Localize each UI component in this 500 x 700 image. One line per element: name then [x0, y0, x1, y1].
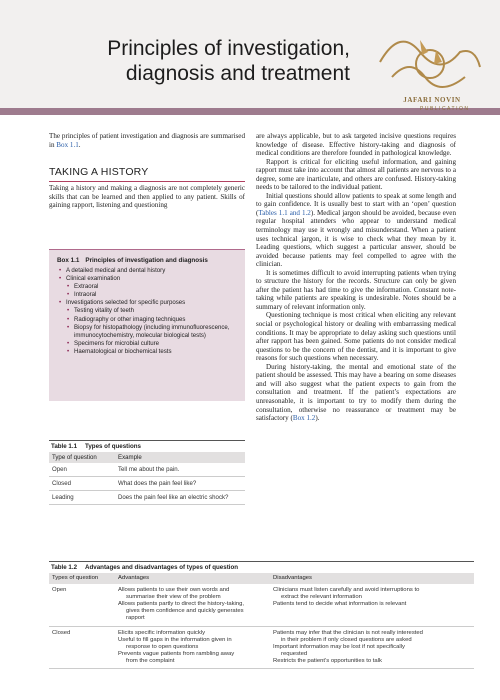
- cell-line: requested: [281, 650, 308, 657]
- table-cell: [115, 584, 270, 626]
- table-cell: Closed: [49, 626, 115, 668]
- paragraph-text: During history-taking, the mental and emotional state of the patient should be assessed. This may have a bearing on some diseases and will also suggest what the patient expects to gain from the consultation and treatment. If the patient’s expectations are unreasonable, it is important to try to modify them during the consultation, otherwise no reassurance or treatment may be satisfactory (: [256, 362, 456, 423]
- table-grid: [49, 573, 474, 669]
- cell-line: extract the relevant information: [281, 594, 362, 601]
- table-number: Table 1.1: [51, 443, 78, 450]
- cell-line: Important information may be lost if not specifically: [273, 643, 405, 650]
- table-header-row: [49, 573, 474, 584]
- table-title-text: Types of questions: [85, 443, 141, 450]
- table-cell: Does the pain feel like an electric shock?: [115, 491, 245, 505]
- column-header: Example: [115, 452, 245, 463]
- table-cell: [115, 626, 270, 668]
- table-cell: What does the pain feel like?: [115, 477, 245, 491]
- box-list: [49, 267, 245, 356]
- cell-line: Useful to fill gaps in the information given in: [118, 636, 232, 643]
- table-header-row: [49, 452, 245, 463]
- box-1-1: [49, 249, 245, 401]
- box-1-1-link[interactable]: Box 1.1: [56, 140, 79, 149]
- cell-line: Patients may infer that the clinician is not really interested: [273, 629, 423, 636]
- paragraph: are always applicable, but to ask targeted incisive questions requires knowledge of disease. Effective history-taking and diagnosis of medical conditions are therefore founded in pathological knowledge.: [256, 132, 456, 158]
- table-row: [49, 626, 474, 668]
- column-header: Advantages: [115, 573, 270, 584]
- cell-line: Patients tend to decide what information is relevant: [273, 601, 407, 608]
- publisher-sub: PUBLICATION: [420, 106, 470, 112]
- chapter-title: [107, 36, 350, 86]
- column-header: Types of question: [49, 573, 115, 584]
- table-cell: [270, 584, 474, 626]
- box-1-2-link[interactable]: Box 1.2: [292, 414, 316, 423]
- tables-link[interactable]: Tables 1.1 and 1.2: [258, 208, 311, 217]
- table-title: [49, 440, 245, 452]
- paragraph: It is sometimes difficult to avoid interrupting patients when trying to structure the history for the records. Structure can only be given after the patient has had time to give the information. Constant note-taking while patients are speaking is undesirable. Notes should be a summary of relevant information only.: [256, 268, 456, 311]
- cell-line: Restricts the patient’s opportunities to talk: [273, 657, 382, 664]
- paragraph: Rapport is critical for eliciting useful information, and gaining rapport must take into account that almost all patients are nervous to a degree, some are inarticulate, and others are confused. History-taking needs to be tailored to the individual patient.: [256, 157, 456, 192]
- table-cell: [270, 626, 474, 668]
- cell-line: rapport: [126, 615, 145, 622]
- paragraph-text: ).: [315, 414, 320, 423]
- box-subitem: • Testing vitality of teeth: [59, 307, 245, 315]
- chapter-title-line1: Principles of investigation,: [107, 37, 350, 60]
- chapter-title-line2: diagnosis and treatment: [125, 62, 350, 85]
- cell-line: response to open questions: [126, 643, 199, 650]
- table-cell: Leading: [49, 491, 115, 505]
- intro-paragraph: [49, 132, 245, 149]
- table-title: [49, 561, 474, 573]
- paragraph: [256, 192, 456, 269]
- cell-line: in their problem if only closed questions are asked: [281, 636, 412, 643]
- box-subitem: • Extraoral: [59, 283, 245, 291]
- paragraph-text: ). Medical jargon should be avoided, because even regular hospital attenders who appear to understand medical terminology may use it wrongly and misunderstand. When a patient uses technical jargon, it is wise to check what they mean by it. Leading questions, which suggest a particular answer, should be avoided because patients may feel compelled to agree with the clinician.: [256, 208, 457, 269]
- table-1-1: [49, 440, 245, 505]
- cell-line: gives them confidence and quickly generates: [126, 608, 244, 615]
- box-subitem: • Haematological or biochemical tests: [59, 348, 245, 356]
- box-item: • Investigations selected for specific purposes: [59, 299, 245, 307]
- box-title-text: Principles of investigation and diagnosis: [85, 257, 208, 264]
- paragraph: [256, 363, 456, 423]
- intro-period: .: [78, 140, 81, 149]
- box-subitem: • Biopsy for histopathology (including immunofluorescence, immunocytochemistry, molecular biological tests): [59, 324, 245, 340]
- table-cell: Tell me about the pain.: [115, 463, 245, 477]
- column-header: Disadvantages: [270, 573, 474, 584]
- table-row: [49, 477, 245, 491]
- right-column: [256, 132, 456, 423]
- box-item: • Clinical examination: [59, 275, 245, 283]
- paragraph: Questioning technique is most critical when eliciting any relevant social or psychological history or dealing with embarrassing medical conditions. It may be appropriate to delay asking such questions until after rapport has been gained. Some patients do not consider medical questions to be the concern of the dentist, and it is important to give reasons for such questions when necessary.: [256, 311, 456, 363]
- cell-line: Allows patients to use their own words and: [118, 587, 230, 594]
- cell-line: Clinicians must listen carefully and avoid interruptions to: [273, 587, 420, 594]
- section-heading: TAKING A HISTORY: [49, 166, 245, 182]
- box-subitem: • Specimens for microbial culture: [59, 340, 245, 348]
- box-number: Box 1.1: [57, 257, 80, 264]
- table-cell: Open: [49, 584, 115, 626]
- section-paragraph: Taking a history and making a diagnosis are not completely generic skills that can be learned and then applied to any patient. Skills of gaining rapport, listening and questioning: [49, 184, 245, 210]
- column-header: Type of question: [49, 452, 115, 463]
- cell-line: from the complaint: [126, 657, 175, 664]
- publisher-name: JAFARI NOVIN: [403, 96, 461, 104]
- table-1-2: [49, 561, 474, 669]
- intro-text: The principles of patient investigation and diagnosis are summarised in: [49, 132, 245, 149]
- box-subitem: • Intraoral: [59, 291, 245, 299]
- table-row: [49, 463, 245, 477]
- cell-line: Elicits specific information quickly: [118, 629, 206, 636]
- table-title-text: Advantages and disadvantages of types of question: [85, 564, 239, 571]
- table-cell: Open: [49, 463, 115, 477]
- cell-line: Prevents vague patients from rambling away: [118, 650, 235, 657]
- box-item: • A detailed medical and dental history: [59, 267, 245, 275]
- table-row: [49, 584, 474, 626]
- cell-line: summarise their view of the problem: [126, 594, 221, 601]
- table-grid: [49, 452, 245, 505]
- table-row: [49, 491, 245, 505]
- table-number: Table 1.2: [51, 564, 78, 571]
- cell-line: Allows patients partly to direct the history-taking,: [118, 601, 245, 608]
- table-cell: Closed: [49, 477, 115, 491]
- box-subitem: • Radiography or other imaging techniques: [59, 316, 245, 324]
- paragraph-text: Initial questions should allow patients to speak at some length and to gain confidence. It is usually best to start with an ‘open’ question (: [256, 191, 456, 217]
- box-title: [49, 250, 245, 267]
